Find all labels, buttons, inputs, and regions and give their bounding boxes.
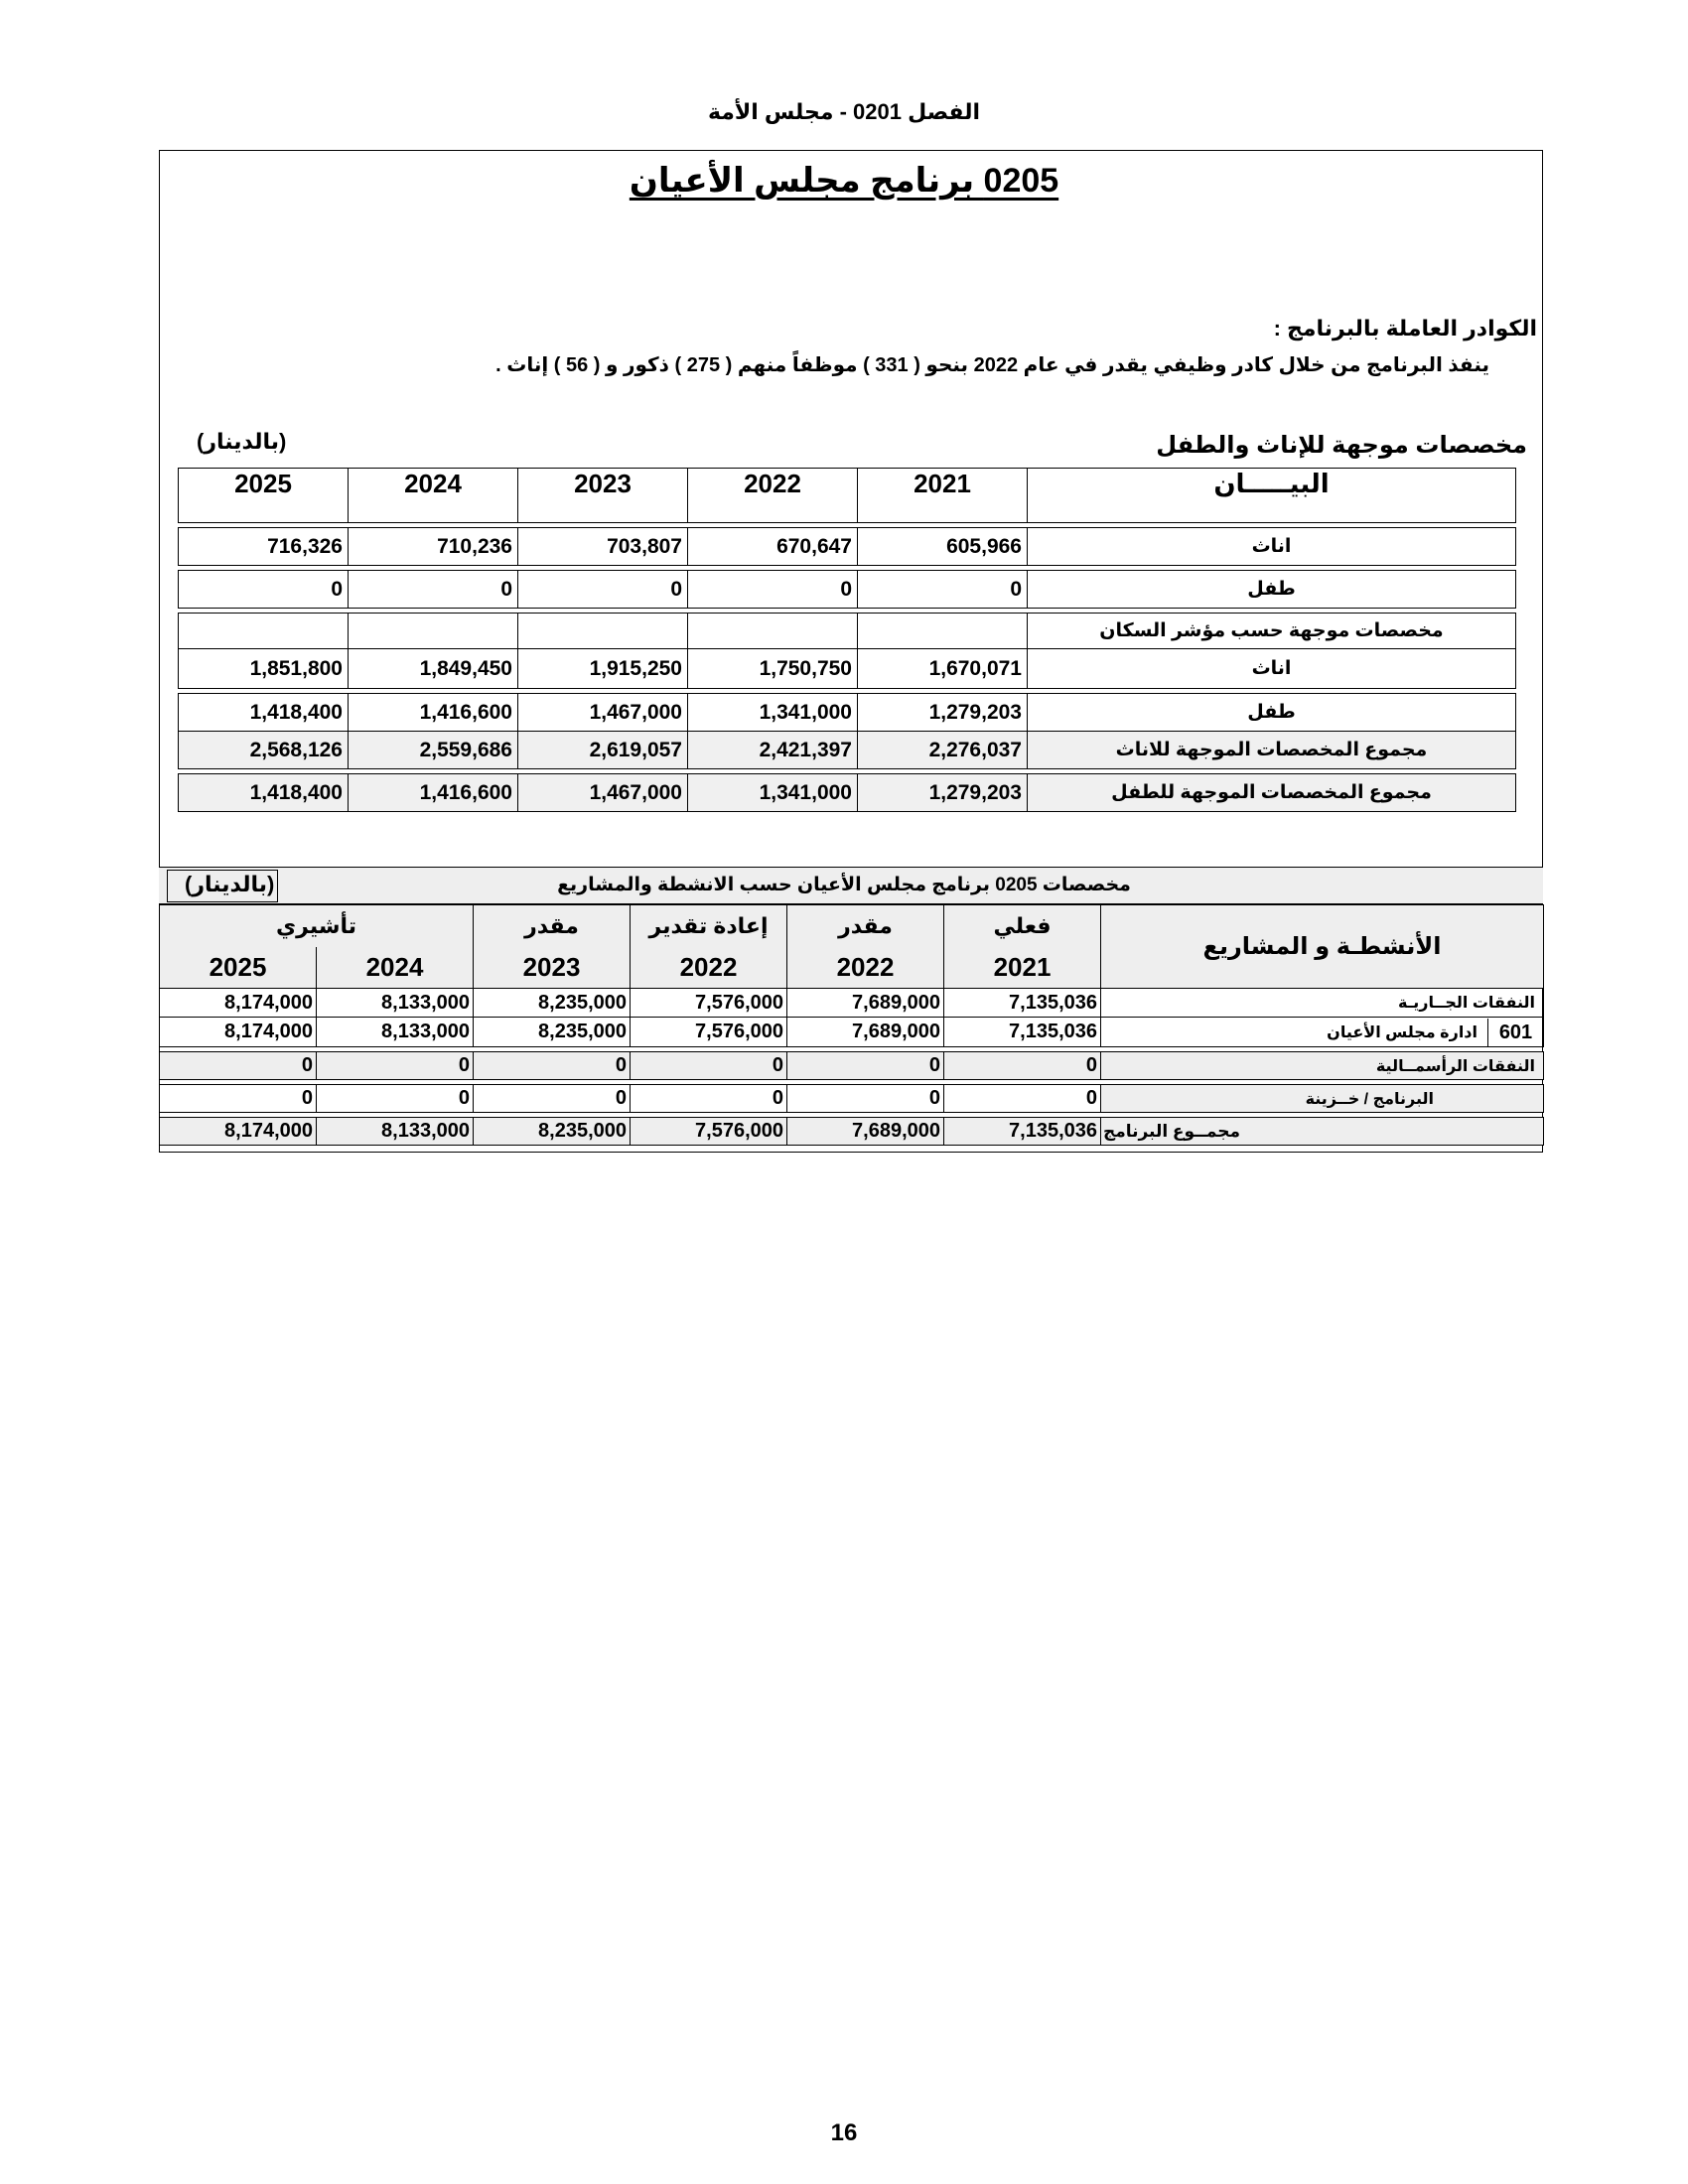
cell-value: 1,915,250 xyxy=(518,649,688,689)
cell-value: 1,467,000 xyxy=(518,774,688,812)
cell-value: 1,851,800 xyxy=(179,649,349,689)
chapter-header: الفصل 0201 - مجلس الأمة xyxy=(707,99,981,124)
activity-label: ادارة مجلس الأعيان xyxy=(1327,1024,1477,1041)
cell-value: 0 xyxy=(160,1052,317,1080)
cell-value: 8,235,000 xyxy=(474,1018,631,1047)
cell-value: 0 xyxy=(688,571,858,609)
year-header: 2022 xyxy=(787,947,944,989)
gender-allocation-table xyxy=(178,468,1516,812)
program-title: 0205 برنامج مجلس الأعيان xyxy=(629,162,1059,200)
cell-value: 7,135,036 xyxy=(944,989,1101,1018)
cell-value: 1,341,000 xyxy=(688,774,858,812)
cell-value: 710,236 xyxy=(349,528,518,566)
row-label: النفقات الجــاريـة xyxy=(1101,989,1544,1018)
gender-table-title: مخصصات موجهة للإناث والطفل xyxy=(1156,432,1527,459)
cell-value: 1,670,071 xyxy=(858,649,1028,689)
cell-value: 7,576,000 xyxy=(631,989,787,1018)
row-label: البرنامج / خــزينة xyxy=(1101,1085,1544,1113)
activities-label-header: الأنشطـة و المشاريع xyxy=(1101,905,1544,989)
year-header: 2025 xyxy=(160,947,317,989)
cell-value: 1,467,000 xyxy=(518,694,688,732)
cell-value: 703,807 xyxy=(518,528,688,566)
cell-value: 0 xyxy=(179,571,349,609)
activities-table-title: مخصصات 0205 برنامج مجلس الأعيان حسب الانشطة والمشاريع xyxy=(557,875,1131,895)
cell-value: 0 xyxy=(349,571,518,609)
table-row xyxy=(179,732,1516,769)
year-header: 2023 xyxy=(474,947,631,989)
row-label: اناث xyxy=(1028,528,1516,566)
cell-value: 2,559,686 xyxy=(349,732,518,769)
cell-value: 8,133,000 xyxy=(317,989,474,1018)
year-header: 2022 xyxy=(631,947,787,989)
cell-value: 1,416,600 xyxy=(349,694,518,732)
cell-value: 1,341,000 xyxy=(688,694,858,732)
gender-table-unit: (بالدينار) xyxy=(197,429,287,454)
indicative-header: تأشيري xyxy=(160,905,474,947)
cell-value: 7,689,000 xyxy=(787,1118,944,1146)
row-label: اناث xyxy=(1028,649,1516,689)
cell-value: 8,235,000 xyxy=(474,1118,631,1146)
cell-value: 2,568,126 xyxy=(179,732,349,769)
table-row xyxy=(160,1118,1544,1146)
year-header: 2021 xyxy=(858,469,1028,523)
cell-value: 8,235,000 xyxy=(474,989,631,1018)
cell-value: 0 xyxy=(787,1052,944,1080)
cell-value: 0 xyxy=(317,1052,474,1080)
year-header: 2022 xyxy=(688,469,858,523)
cell-value: 716,326 xyxy=(179,528,349,566)
table-row xyxy=(179,614,1516,649)
cell-value: 2,619,057 xyxy=(518,732,688,769)
activities-table-unit: (بالدينار) xyxy=(185,872,275,896)
population-heading: مخصصات موجهة حسب مؤشر السكان xyxy=(1028,614,1516,649)
table-row xyxy=(179,694,1516,732)
cell-value: 7,689,000 xyxy=(787,989,944,1018)
cell-value: 605,966 xyxy=(858,528,1028,566)
cell-value: 670,647 xyxy=(688,528,858,566)
cell-value: 1,418,400 xyxy=(179,774,349,812)
staff-heading: الكوادر العاملة بالبرنامج : xyxy=(1273,316,1537,341)
activity-cell xyxy=(1101,1018,1544,1047)
row-label: مجمــوع البرنامج xyxy=(1101,1118,1544,1146)
page-number: 16 xyxy=(830,2119,858,2146)
cell-value: 2,421,397 xyxy=(688,732,858,769)
year-header: 2024 xyxy=(317,947,474,989)
cell-value: 0 xyxy=(631,1052,787,1080)
row-label: طفل xyxy=(1028,571,1516,609)
table-row xyxy=(160,1085,1544,1113)
table-row xyxy=(179,571,1516,609)
staff-description: ينفذ البرنامج من خلال كادر وظيفي يقدر في عام 2022 بنحو ( 331 ) موظفاً منهم ( 275 ) ذكور و ( 56 ) إناث . xyxy=(495,354,1489,376)
table-row xyxy=(160,989,1544,1018)
year-header: 2024 xyxy=(349,469,518,523)
cell-value: 1,279,203 xyxy=(858,694,1028,732)
cell-value: 0 xyxy=(787,1085,944,1113)
label-header: البيـــــان xyxy=(1028,469,1516,523)
gender-table-header-row xyxy=(179,469,1516,523)
cell-value: 7,135,036 xyxy=(944,1018,1101,1047)
cell-value: 1,849,450 xyxy=(349,649,518,689)
row-label: طفل xyxy=(1028,694,1516,732)
cell-value: 8,174,000 xyxy=(160,989,317,1018)
activities-table xyxy=(159,904,1544,1146)
cell-value: 1,279,203 xyxy=(858,774,1028,812)
cell-value: 0 xyxy=(631,1085,787,1113)
table-row xyxy=(160,1052,1544,1080)
row-label: النفقات الرأسمــالية xyxy=(1101,1052,1544,1080)
cell-value: 1,418,400 xyxy=(179,694,349,732)
cell-value: 7,576,000 xyxy=(631,1018,787,1047)
activity-code: 601 xyxy=(1487,1019,1543,1046)
cell-value: 0 xyxy=(474,1085,631,1113)
cell-value: 7,576,000 xyxy=(631,1118,787,1146)
table-row xyxy=(179,774,1516,812)
cell-value: 0 xyxy=(518,571,688,609)
cell-value: 7,689,000 xyxy=(787,1018,944,1047)
cell-value: 7,135,036 xyxy=(944,1118,1101,1146)
cell-value: 8,133,000 xyxy=(317,1118,474,1146)
cell-value: 0 xyxy=(474,1052,631,1080)
cell-value: 2,276,037 xyxy=(858,732,1028,769)
cell-value: 8,174,000 xyxy=(160,1118,317,1146)
cell-value: 8,133,000 xyxy=(317,1018,474,1047)
actual-header: فعلي xyxy=(944,905,1101,947)
cell-value: 0 xyxy=(858,571,1028,609)
table-row xyxy=(160,1018,1544,1047)
cell-value: 1,750,750 xyxy=(688,649,858,689)
table-row xyxy=(179,528,1516,566)
estimate-header: مقدر xyxy=(474,905,631,947)
estimate-header: مقدر xyxy=(787,905,944,947)
cell-value: 0 xyxy=(944,1085,1101,1113)
year-header: 2023 xyxy=(518,469,688,523)
cell-value: 1,416,600 xyxy=(349,774,518,812)
row-label: مجموع المخصصات الموجهة للاناث xyxy=(1028,732,1516,769)
cell-value: 0 xyxy=(317,1085,474,1113)
year-header: 2025 xyxy=(179,469,349,523)
cell-value: 8,174,000 xyxy=(160,1018,317,1047)
cell-value: 0 xyxy=(160,1085,317,1113)
reestimate-header: إعادة تقدير xyxy=(631,905,787,947)
status-header-row xyxy=(160,905,1544,947)
row-label: مجموع المخصصات الموجهة للطفل xyxy=(1028,774,1516,812)
cell-value: 0 xyxy=(944,1052,1101,1080)
table-row xyxy=(179,649,1516,689)
year-header: 2021 xyxy=(944,947,1101,989)
